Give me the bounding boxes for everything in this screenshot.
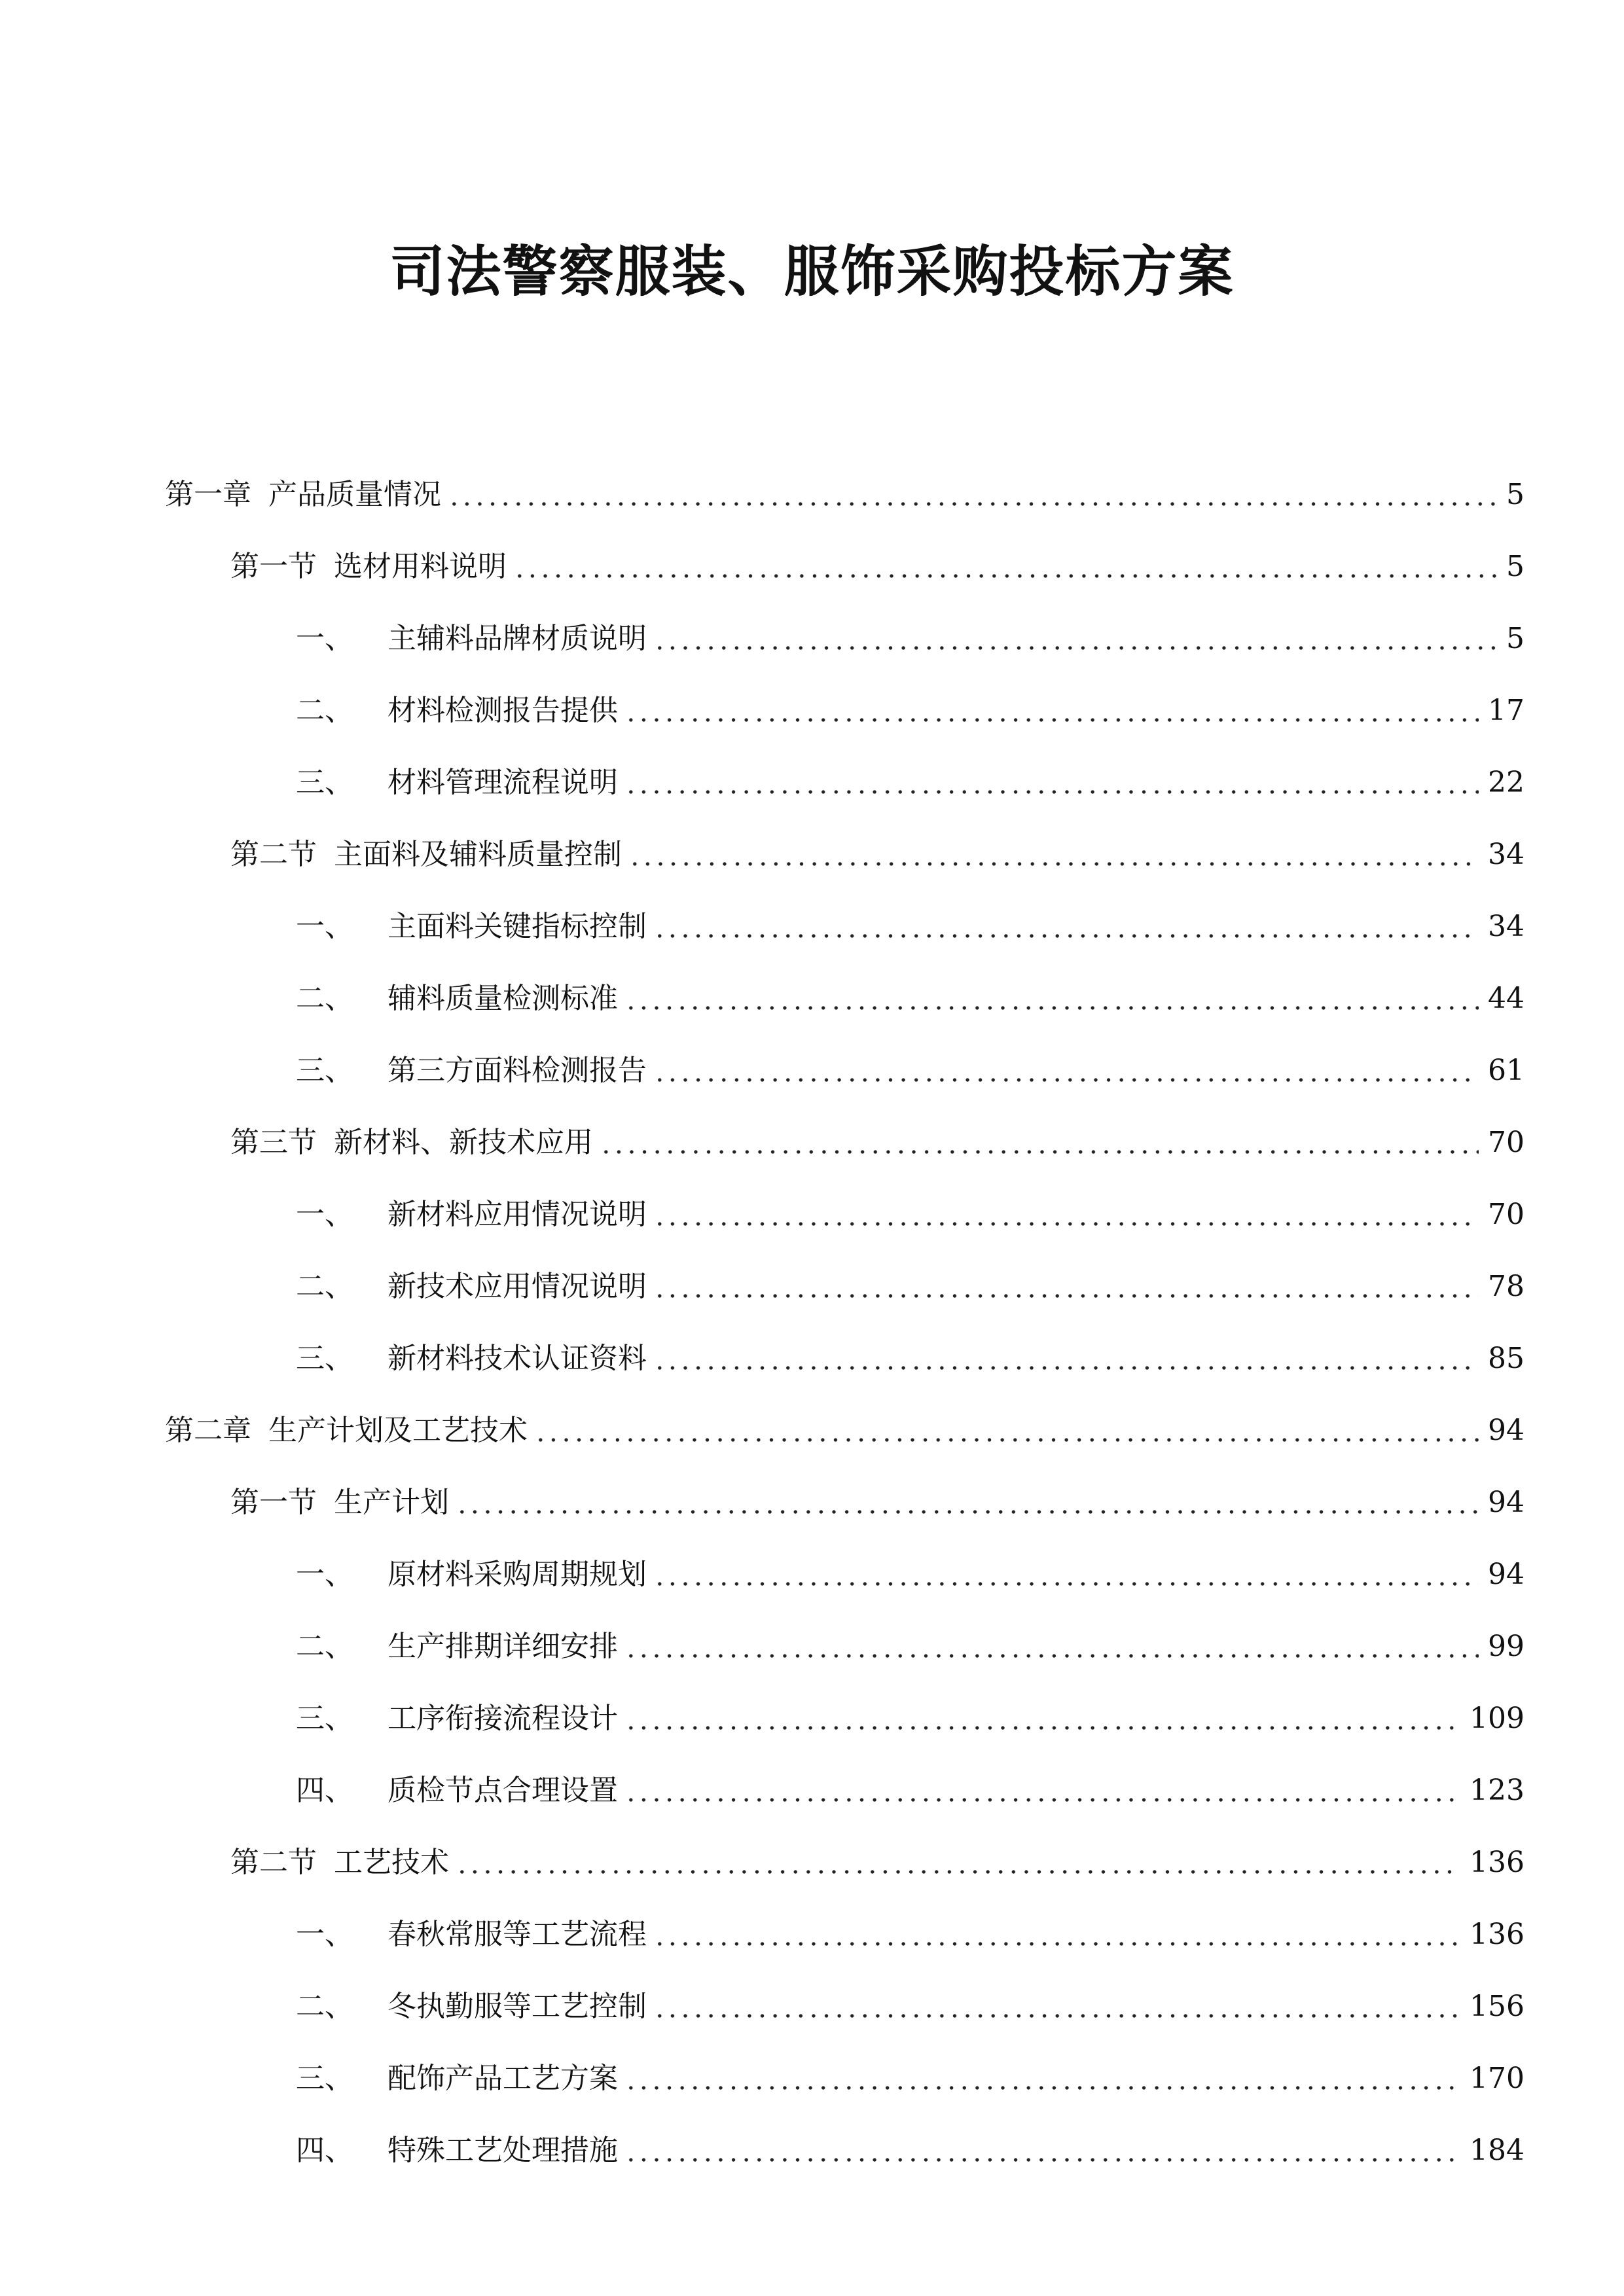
toc-entry-label: 主辅料品牌材质说明 xyxy=(388,622,647,655)
toc-entry-item[interactable] xyxy=(296,1191,1525,1238)
toc-entry-chapter[interactable] xyxy=(165,471,1525,518)
toc-entry-number: 二、 xyxy=(296,1270,353,1303)
toc-dot-leader xyxy=(653,2013,1460,2018)
toc-entry-label: 主面料关键指标控制 xyxy=(388,910,647,943)
toc-entry-label: 材料检测报告提供 xyxy=(388,694,618,727)
toc-entry-page: 109 xyxy=(1470,1702,1525,1735)
toc-entry-label: 选材用料说明 xyxy=(334,550,507,583)
toc-entry-section[interactable] xyxy=(230,1119,1525,1166)
toc-entry-number: 第一章 xyxy=(165,478,251,511)
toc-entry-label: 材料管理流程说明 xyxy=(388,766,618,799)
toc-entry-item[interactable] xyxy=(296,2127,1525,2174)
toc-entry-number: 第二章 xyxy=(165,1414,251,1447)
toc-entry-label: 生产计划及工艺技术 xyxy=(268,1414,528,1447)
toc-entry-number: 第二节 xyxy=(230,1846,317,1879)
toc-entry-page: 61 xyxy=(1488,1054,1525,1087)
toc-entry-number: 二、 xyxy=(296,1630,353,1663)
toc-dot-leader xyxy=(624,717,1479,723)
toc-entry-chapter[interactable] xyxy=(165,1407,1525,1454)
toc-entry-label: 工序衔接流程设计 xyxy=(388,1702,618,1735)
toc-entry-label: 主面料及辅料质量控制 xyxy=(334,838,622,871)
toc-dot-leader xyxy=(653,1221,1479,1227)
toc-entry-label: 原材料采购周期规划 xyxy=(388,1558,647,1591)
toc-entry-section[interactable] xyxy=(230,831,1525,878)
toc-entry-page: 70 xyxy=(1488,1198,1525,1231)
toc-dot-leader xyxy=(653,645,1497,651)
toc-entry-item[interactable] xyxy=(296,1335,1525,1382)
toc-dot-leader xyxy=(600,1149,1479,1155)
toc-entry-item[interactable] xyxy=(296,1911,1525,1958)
toc-entry-number: 三、 xyxy=(296,2062,353,2095)
toc-entry-item[interactable] xyxy=(296,2055,1525,2102)
toc-entry-number: 三、 xyxy=(296,1342,353,1375)
toc-entry-number: 三、 xyxy=(296,1054,353,1087)
toc-dot-leader xyxy=(624,1725,1460,1731)
toc-entry-page: 70 xyxy=(1488,1126,1525,1159)
toc-entry-item[interactable] xyxy=(296,1047,1525,1094)
toc-entry-page: 184 xyxy=(1470,2134,1525,2167)
toc-entry-section[interactable] xyxy=(230,1839,1525,1886)
toc-entry-number: 二、 xyxy=(296,1990,353,2023)
toc-dot-leader xyxy=(624,1005,1479,1011)
toc-entry-label: 生产排期详细安排 xyxy=(388,1630,618,1663)
toc-entry-item[interactable] xyxy=(296,1767,1525,1814)
toc-entry-label: 冬执勤服等工艺控制 xyxy=(388,1990,647,2023)
toc-dot-leader xyxy=(628,861,1479,867)
document-title: 司法警察服装、服饰采购投标方案 xyxy=(389,239,1235,304)
toc-entry-section[interactable] xyxy=(230,543,1525,590)
toc-entry-page: 136 xyxy=(1470,1846,1525,1879)
toc-entry-number: 第一节 xyxy=(230,1486,317,1519)
toc-dot-leader xyxy=(456,1509,1479,1515)
toc-entry-label: 新材料应用情况说明 xyxy=(388,1198,647,1231)
toc-dot-leader xyxy=(448,501,1497,507)
toc-dot-leader xyxy=(624,2157,1460,2162)
toc-entry-item[interactable] xyxy=(296,687,1525,734)
toc-entry-page: 34 xyxy=(1488,838,1525,871)
toc-entry-number: 四、 xyxy=(296,1774,353,1807)
toc-entry-item[interactable] xyxy=(296,759,1525,806)
toc-entry-label: 配饰产品工艺方案 xyxy=(388,2062,618,2095)
toc-dot-leader xyxy=(624,1797,1460,1803)
toc-entry-number: 四、 xyxy=(296,2134,353,2167)
toc-entry-page: 94 xyxy=(1488,1414,1525,1447)
toc-dot-leader xyxy=(653,1365,1479,1371)
toc-entry-number: 第二节 xyxy=(230,838,317,871)
toc-entry-item[interactable] xyxy=(296,615,1525,662)
toc-dot-leader xyxy=(653,1077,1479,1083)
toc-entry-label: 辅料质量检测标准 xyxy=(388,982,618,1015)
toc-entry-item[interactable] xyxy=(296,1695,1525,1742)
toc-entry-item[interactable] xyxy=(296,1623,1525,1670)
toc-entry-page: 22 xyxy=(1488,766,1525,799)
toc-entry-number: 三、 xyxy=(296,1702,353,1735)
toc-dot-leader xyxy=(534,1437,1479,1443)
toc-entry-item[interactable] xyxy=(296,975,1525,1022)
toc-entry-number: 一、 xyxy=(296,622,353,655)
toc-entry-number: 一、 xyxy=(296,910,353,943)
toc-entry-item[interactable] xyxy=(296,903,1525,950)
toc-entry-label: 新材料、新技术应用 xyxy=(334,1126,593,1159)
toc-dot-leader xyxy=(653,1293,1479,1299)
toc-entry-label: 工艺技术 xyxy=(334,1846,449,1879)
toc-entry-label: 产品质量情况 xyxy=(268,478,441,511)
toc-dot-leader xyxy=(624,1653,1479,1659)
toc-entry-item[interactable] xyxy=(296,1983,1525,2030)
toc-entry-label: 第三方面料检测报告 xyxy=(388,1054,647,1087)
toc-dot-leader xyxy=(653,1941,1460,1946)
toc-entry-label: 新技术应用情况说明 xyxy=(388,1270,647,1303)
toc-entry-page: 5 xyxy=(1506,622,1525,655)
toc-entry-page: 156 xyxy=(1470,1990,1525,2023)
toc-entry-label: 质检节点合理设置 xyxy=(388,1774,618,1807)
toc-entry-page: 44 xyxy=(1488,982,1525,1015)
toc-entry-section[interactable] xyxy=(230,1479,1525,1526)
toc-entry-number: 第一节 xyxy=(230,550,317,583)
toc-dot-leader xyxy=(653,933,1479,939)
toc-entry-page: 94 xyxy=(1488,1558,1525,1591)
toc-dot-leader xyxy=(624,2085,1460,2090)
toc-entry-item[interactable] xyxy=(296,1551,1525,1598)
toc-entry-page: 34 xyxy=(1488,910,1525,943)
toc-entry-label: 新材料技术认证资料 xyxy=(388,1342,647,1375)
toc-entry-item[interactable] xyxy=(296,1263,1525,1310)
toc-entry-page: 5 xyxy=(1506,550,1525,583)
toc-entry-page: 170 xyxy=(1470,2062,1525,2095)
toc-entry-page: 78 xyxy=(1488,1270,1525,1303)
toc-entry-page: 99 xyxy=(1488,1630,1525,1663)
toc-dot-leader xyxy=(513,573,1497,579)
toc-entry-number: 三、 xyxy=(296,766,353,799)
toc-entry-label: 春秋常服等工艺流程 xyxy=(388,1918,647,1951)
toc-entry-number: 二、 xyxy=(296,982,353,1015)
toc-entry-page: 136 xyxy=(1470,1918,1525,1951)
toc-dot-leader xyxy=(653,1581,1479,1587)
toc-entry-number: 第三节 xyxy=(230,1126,317,1159)
toc-entry-page: 85 xyxy=(1488,1342,1525,1375)
toc-entry-page: 94 xyxy=(1488,1486,1525,1519)
toc-dot-leader xyxy=(456,1869,1460,1874)
toc-entry-label: 生产计划 xyxy=(334,1486,449,1519)
toc-entry-number: 二、 xyxy=(296,694,353,727)
toc-entry-number: 一、 xyxy=(296,1198,353,1231)
toc-entry-number: 一、 xyxy=(296,1918,353,1951)
toc-dot-leader xyxy=(624,789,1479,795)
toc-entry-number: 一、 xyxy=(296,1558,353,1591)
toc-entry-label: 特殊工艺处理措施 xyxy=(388,2134,618,2167)
toc-entry-page: 17 xyxy=(1488,694,1525,727)
toc-entry-page: 123 xyxy=(1470,1774,1525,1807)
toc-entry-page: 5 xyxy=(1506,478,1525,511)
